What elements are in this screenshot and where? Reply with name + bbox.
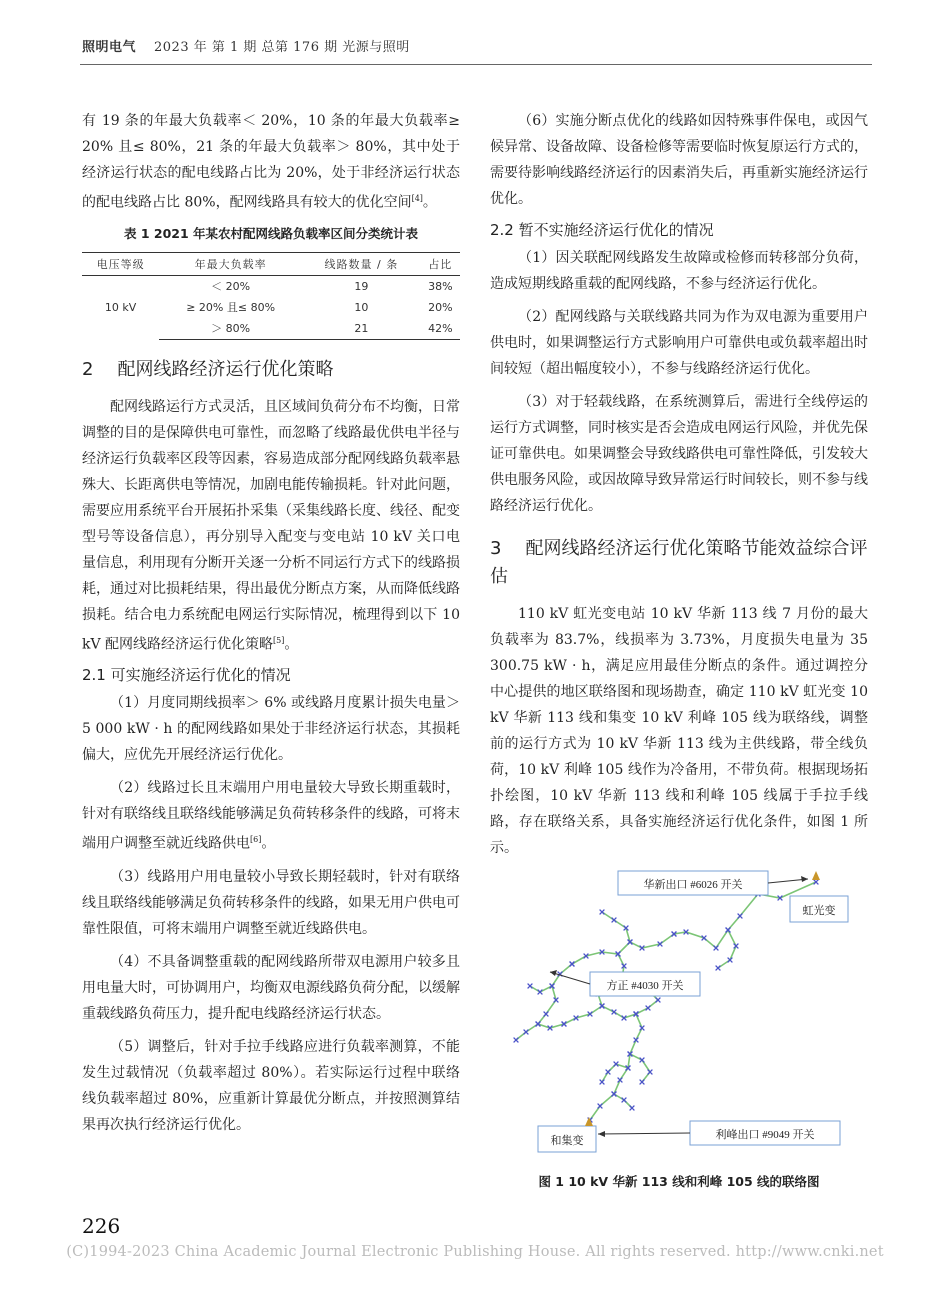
citation-6: [6] [250,835,262,845]
list-item: （1）因关联配网线路发生故障或检修而转移部分负荷，造成短期线路重载的配网线路，不参与经济运行优化。 [490,250,868,292]
list-item: （6）实施分断点优化的线路如因特殊事件保电，或因气候异常、设备故障、设备检修等需要临时恢复原运行方式的，需要待影响线路经济运行的因素消失后，再重新实施经济运行优化。 [490,113,868,207]
feeder-node-icon [600,910,605,915]
feeder-segment [538,986,564,1028]
table-caption: 表 1 2021 年某农村配网线路负载率区间分类统计表 [123,225,419,241]
figure-caption: 图 1 10 kV 华新 113 线和利峰 105 线的联络图 [538,1174,820,1189]
left-column [82,108,460,1145]
feeder-node-icon [648,1070,653,1075]
feeder-node-icon [598,1104,603,1109]
list-item: （2）线路过长且末端用户用电量较大导致长期重载时，针对有联络线且联络线能够满足负荷转移条件的线路，可将末端用户调整至就近线路供电[6]。 [82,780,460,852]
feeder-segment [516,1024,538,1040]
right-column [490,108,868,1190]
count-cell: 19 [354,279,369,293]
issue-info: 2023 年 第 1 期 总第 176 期 光源与照明 [154,40,410,55]
share-cell: 42% [421,318,460,340]
feeder-node-icon [524,1030,529,1035]
feeder-node-icon [570,962,575,967]
citation-5: [5] [273,635,285,645]
feeder-node-icon [612,918,617,923]
feeder-node-icon [514,1038,519,1043]
range-cell: ＜ 20% [211,280,251,294]
list-item: （4）不具备调整重载的配网线路所带双电源用户较多且用电量大时，可协调用户，均衡双电源线路负荷分配，以缓解重载线路负荷压力，提升配电线路经济运行状态。 [82,953,460,1022]
col-line-count: 线路数量 / 条 [302,252,421,275]
section-2-paragraph: 配网线路运行方式灵活，且区域间负荷分布不均衡，日常调整的目的是保障供电可靠性，而忽略了线路最优供电半径与经济运行负载率区段等因素，容易造成部分配网线路负载率悬殊大、长距离供电等情况，加剧电能传输损耗。针对此问题，需要应用系统平台开展拓扑采集（采集线路长度、线径、配变型号等设备信息），再分别导入配变与变电站 10 kV 关口电量信息，利用现有分断开关逐一分析不同运行方式下的线路损耗，通过对比损耗结果，得出最优分断点方案，从而降低线路损耗。结合电力系统配电网运行实际情况，梳理得到以下 10 kV 配网线路经济运行优化策略[5]。 [82,398,460,653]
feeder-node-icon [528,984,533,989]
intro-paragraph: 有 19 条的年最大负载率＜ 20%，10 条的年最大负载率≥ 20% 且≤ 80%，21 条的年最大负载率＞ 80%，其中处于经济运行状态的配电线路占比为 20%，处于非经济运行状态的配电线路占比 80%，配网线路具有较大的优化空间[4]。 [82,113,460,211]
count-cell: 21 [302,318,421,340]
feeder-node-icon [600,1080,605,1085]
feeder-segment [572,934,674,964]
feeder-node-icon [640,1080,645,1085]
section-2-heading: 2 配网线路经济运行优化策略 [82,358,334,380]
section-3-paragraph: 110 kV 虹光变电站 10 kV 华新 113 线 7 月份的最大负载率为 83.7%，线损率为 3.73%，月度损失电量为 35 300.75 kW · h，满足应用最佳分断点的条件。通过调控分中心提供的地区联络图和现场勘查，确定 110 kV 虹光变 10 kV 华新 113 线和集变 10 kV 利峰 105 线为联络线，调整前的运行方式为 10 kV 华新 113 线为主供线路，带全线负荷，10 kV 利峰 105 线作为冷备用，不带负荷。根据现场拓扑绘图，10 kV 华新 113 线和利峰 105 线属于手拉手线路，存在联络关系，具备实施经济运行优化条件，如图 1 所示。 [490,606,868,856]
voltage-cell: 10 kV [104,300,137,314]
feeder-node-icon [622,1098,627,1103]
list-item: （1）月度同期线损率＞ 6% 或线路月度累计损失电量＞ 5 000 kW · h 的配网线路如果处于非经济运行状态，其损耗偏大，应优先开展经济运行优化。 [82,695,460,764]
network-diagram [490,868,868,1168]
arrow-heads [550,876,808,1137]
hongguang-triangle-icon [812,871,820,880]
col-max-load-rate: 年最大负载率 [159,252,302,275]
feeder-node-icon [656,998,661,1003]
range-cell: ≥ 20% 且≤ 80% [186,301,276,315]
list-item: （3）线路用户用电量较小导致长期轻载时，针对有联络线且联络线能够满足负荷转移条件的线路，如果无用户供电可靠性限值，可将末端用户调整至就近线路供电。 [82,868,460,937]
journal-name: 照明电气 [82,40,137,55]
col-voltage: 电压等级 [82,252,159,275]
feeder-lines [516,882,816,1120]
range-cell: ＞ 80% [159,318,302,340]
citation-4: [4] [411,194,423,203]
feeder-node-icon [738,914,743,919]
list-item: （3）对于轻载线路，在系统测算后，需进行全线停运的运行方式调整，同时核实是否会造成电网运行风险，并优先保证可靠供电。如果调整会导致线路供电可靠性降低，引发较大供电服务风险，或因故障导致异常运行时间较长，则不参与线路经济运行优化。 [490,394,868,514]
section-3-heading: 3 配网线路经济运行优化策略节能效益综合评估 [490,538,868,587]
count-cell: 10 [354,300,369,314]
table-row [82,275,460,297]
feeder-nodes [514,880,819,1123]
feeder-segment [718,930,736,968]
feeder-node-icon [544,1012,549,1017]
share-cell: 20% [428,300,453,314]
col-share: 占比 [421,252,460,275]
fangzheng-switch-label: 方正 #4030 开关 [606,980,684,992]
header-rule [80,64,872,65]
feeder-node-icon [630,1106,635,1111]
hongguang-substation-label: 虹光变 [802,905,836,917]
list-item: （2）配网线路与关联线路共同为作为双电源为重要用户供电时，如果调整运行方式影响用户可靠供电或负载率超出时间较短（超出幅度较小），不参与线路经济运行优化。 [490,309,868,377]
figure-1 [490,868,868,1168]
huaxin-switch-label: 华新出口 #6026 开关 [643,879,743,891]
annotation-arrows [550,879,808,1134]
feeder-node-icon [714,946,719,951]
page-number: 226 [82,1214,121,1238]
running-header [82,36,872,55]
share-cell: 38% [428,279,453,293]
heji-substation-label: 和集变 [550,1135,584,1147]
load-rate-table [82,252,460,340]
feeder-node-icon [606,1070,611,1075]
lifeng-switch-label: 利峰出口 #9049 开关 [715,1129,815,1141]
feeder-node-icon [716,966,721,971]
copyright-watermark: (C)1994-2023 China Academic Journal Electronic Publishing House. All rights reserved. http://www.cnki.net [66,1244,884,1260]
section-2-2-heading: 2.2 暂不实施经济运行优化的情况 [490,221,714,239]
list-item: （5）调整后，针对手拉手线路应进行负载率测算，不能发生过载情况（负载率超过 80%）。若实际运行过程中联络线负载率超过 80%，应重新计算最优分断点，并按照测算结果再次执行经济运行优化。 [82,1038,460,1133]
section-2-1-heading: 2.1 可实施经济运行优化的情况 [82,666,291,685]
